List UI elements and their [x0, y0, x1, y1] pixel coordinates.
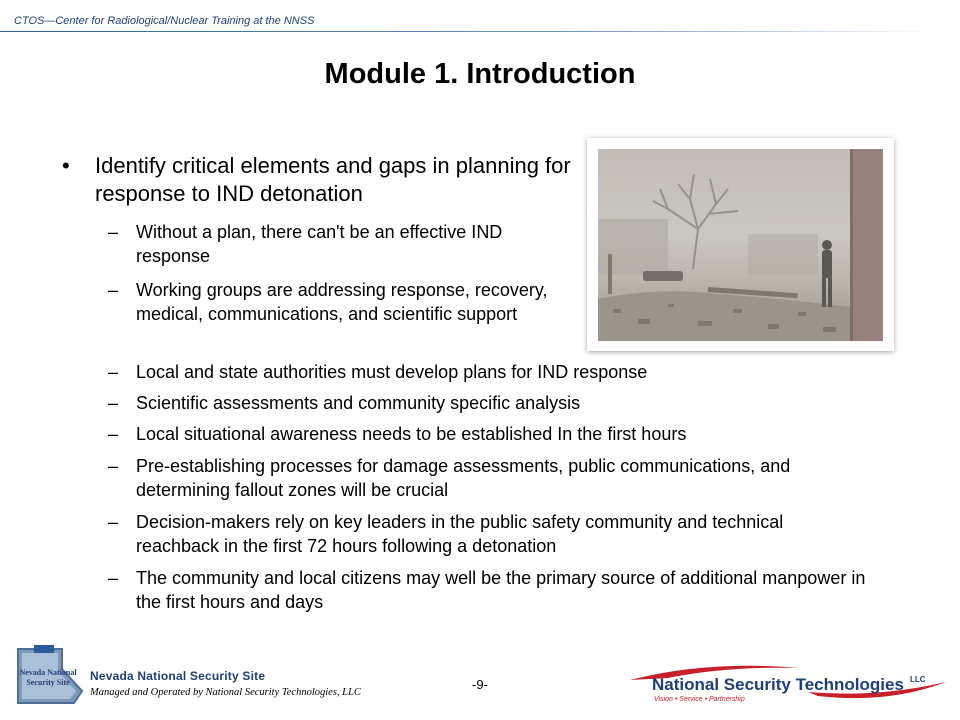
bullet-symbol: •: [62, 153, 70, 178]
sub-item: Without a plan, there can't be an effective IND response: [136, 222, 503, 266]
dash-symbol: –: [108, 393, 119, 413]
svg-text:National Security Technologies: National Security Technologies: [652, 675, 904, 694]
header-divider: [0, 31, 935, 32]
footer-managed-by: Managed and Operated by National Security Technologies, LLC: [90, 687, 361, 698]
dash-symbol: –: [108, 456, 119, 476]
nnss-logo: [12, 643, 90, 709]
sub-item: Working groups are addressing response, recovery, medical, communications, and scientific support: [136, 280, 548, 324]
dash-symbol: –: [108, 222, 119, 242]
svg-text:Security Site: Security Site: [26, 678, 70, 687]
sub-item: Pre-establishing processes for damage assessments, public communications, and determining fallout zones will be crucial: [136, 456, 791, 500]
nstec-logo: [628, 662, 948, 706]
page-number: -9-: [472, 677, 488, 692]
footer-site-name: Nevada National Security Site: [90, 669, 266, 683]
slide-title: Module 1. Introduction: [324, 58, 636, 90]
svg-text:Nevada National: Nevada National: [19, 668, 77, 677]
dash-symbol: –: [108, 280, 119, 300]
dash-symbol: –: [108, 512, 119, 532]
dash-symbol: –: [108, 568, 119, 588]
sub-item: Scientific assessments and community specific analysis: [136, 393, 581, 413]
disaster-photo-frame: [587, 138, 894, 351]
dash-symbol: –: [108, 362, 119, 382]
sub-item: Local and state authorities must develop plans for IND response: [136, 362, 648, 382]
svg-text:Vision • Service • Partnership: Vision • Service • Partnership: [654, 696, 745, 703]
sub-item: Decision-makers rely on key leaders in the public safety community and technical reachback in the first 72 hours following a detonation: [136, 512, 784, 556]
dash-symbol: –: [108, 424, 119, 444]
main-bullet: Identify critical elements and gaps in planning for response to IND detonation: [95, 153, 571, 206]
header-text: CTOS—Center for Radiological/Nuclear Training at the NNSS: [14, 15, 315, 27]
svg-text:LLC: LLC: [910, 675, 926, 684]
sub-item: The community and local citizens may well be the primary source of additional manpower in the first hours and days: [136, 568, 866, 612]
sub-item: Local situational awareness needs to be established In the first hours: [136, 424, 687, 444]
disaster-scene-image: [598, 149, 883, 341]
